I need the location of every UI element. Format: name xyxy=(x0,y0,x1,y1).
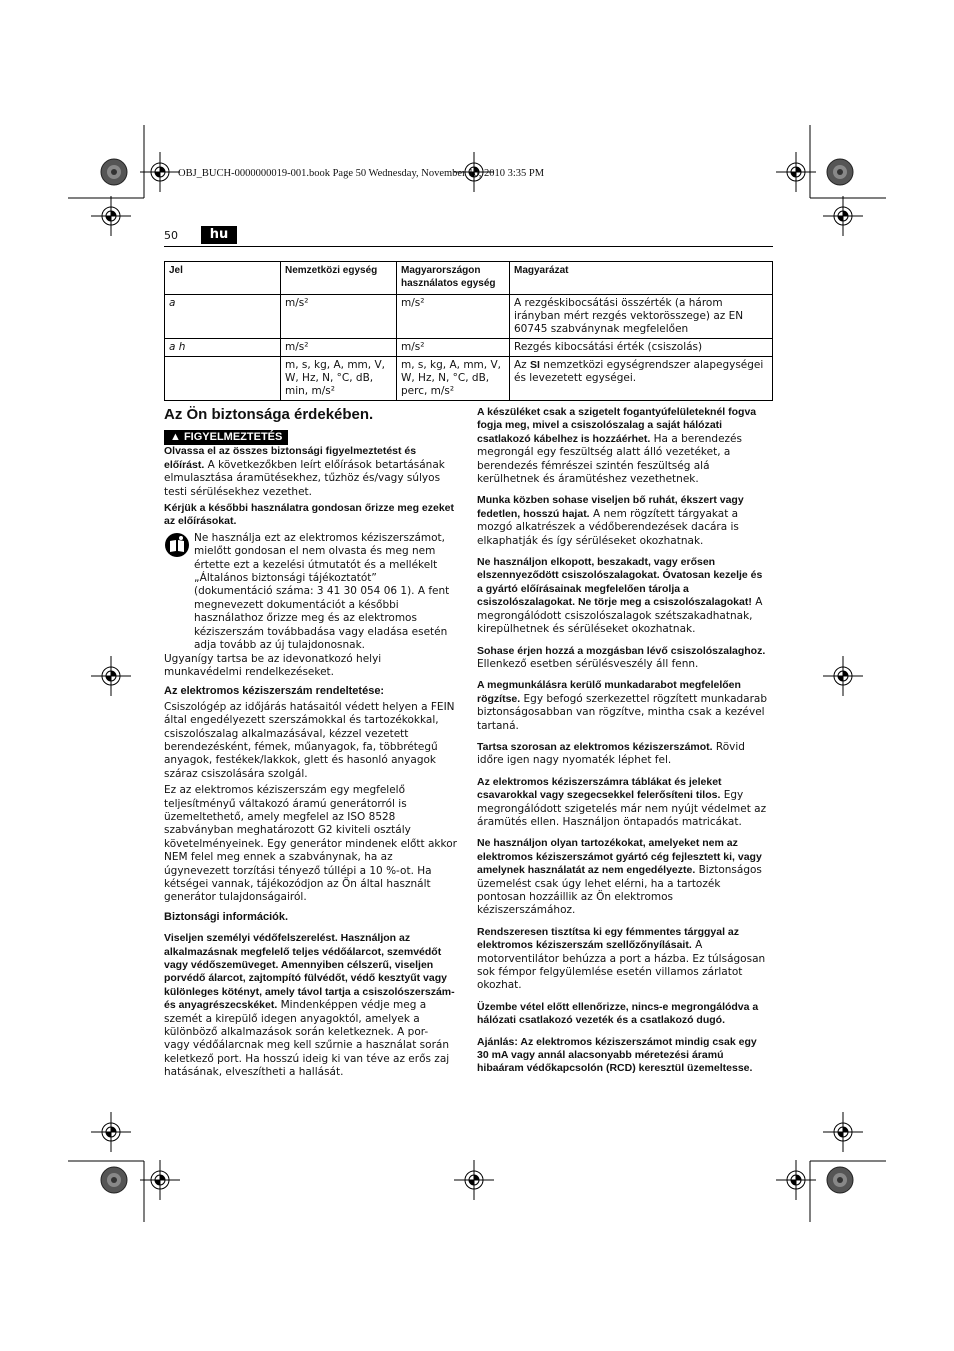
table-row xyxy=(165,339,773,357)
safety-text: A motorventilátor behúzza a port a házba. Ez túlságosan sok fémpor felgyülemlése esetén villamos zárlatot okozhat. xyxy=(477,939,766,992)
purpose-text: Csiszológép az időjárás hatásaitól védett helyen a FEIN által engedélyezett szerszámokkal és tartozékokkal, csiszolószalag alkalmazásával, kézzel vezetett berendezésként, fémek, műanyagok, fa, többrétegű anyagok, festékek/lakkok, glett és hasonló anyagok száraz csiszolására szolgál. xyxy=(164,700,455,780)
purpose-heading: Az elektromos kéziszerszám rendeltetése: xyxy=(164,685,385,698)
warning-triangle-icon: ▲ xyxy=(170,431,184,443)
safety-paragraph xyxy=(477,1001,770,1028)
safety-bold: Rendszeresen tisztítsa ki egy fémmentes tárggyal az elektromos kéziszerszám szellőzőnyílásait. xyxy=(477,925,740,952)
warning-bold: Olvassa el az összes biztonsági figyelmeztetést és előírást. xyxy=(164,445,417,471)
safety-bold: Az elektromos kéziszerszámra táblákat és jeleket csavarokkal vagy szegecsekkel felerősíteni tilos. xyxy=(477,775,722,802)
hu-unit-cell: m/s² xyxy=(397,295,510,339)
description-cell: A rezgéskibocsátási összérték (a három irányban mért rezgés vektorösszege) az EN 60745 szabványnak megfelelően xyxy=(510,295,773,339)
symbol-cell: a xyxy=(165,295,281,339)
description-cell: Rezgés kibocsátási érték (csiszolás) xyxy=(510,339,773,357)
safety-bold: Sohase érjen hozzá a mozgásban lévő csiszolószalaghoz. xyxy=(477,644,766,657)
table-header: Magyarázat xyxy=(510,262,773,295)
safety-text: Egy megrongálódott szigetelés már nem nyújt védelmet az áramütés ellen. Használjon öntapadós matricákat. xyxy=(477,789,767,828)
safety-text: Egy befogó szerkezettel rögzített munkadarab biztonságosabban van rögzítve, mintha csak a kezével tartaná. xyxy=(477,692,768,732)
warning-row xyxy=(164,430,457,445)
section-title: Az Ön biztonsága érdekében. xyxy=(164,406,374,423)
safety-text: Biztonságos üzemelést csak úgy lehet elérni, ha a tartozék pontosan hozzáillik az Ön elektromos kéziszerszámához. xyxy=(477,864,762,917)
manual-notice-text: Ne használja ezt az elektromos kéziszerszámot, mielőtt gondosan el nem olvasta és meg nem értette ezt a kezelési útmutatót és a mellékelt „Általános biztonsági tájékoztatót” (dokumentáció száma: 3 41 30 054 06 1). A fent megnevezett dokumentációt a későbbi használathoz őrizze meg és az elektromos kéziszerszám továbbadása vagy eladása esetén adja tovább az új tulajdonosnak. xyxy=(194,531,450,652)
warning-text: A következőkben leírt előírások betartásának elmulasztása áramütésekhez, tűzhöz és/vagy súlyos testi sérülésekhez vezethet. xyxy=(164,458,445,498)
safety-bold: Üzembe vétel előtt ellenőrizze, nincs-e megrongálódva a hálózati csatlakozó vezeték és a csatlakozó dugó. xyxy=(477,1000,759,1027)
intl-unit-cell: m/s² xyxy=(281,339,397,357)
left-column xyxy=(164,406,457,1083)
manual-notice xyxy=(164,532,457,653)
right-column xyxy=(477,406,770,1084)
safety-paragraph xyxy=(477,926,770,993)
page-number: 50 xyxy=(164,229,178,242)
safety-paragraph xyxy=(477,776,770,830)
table-header-row xyxy=(165,262,773,295)
safety-text: Rövid időre igen nagy nyomaték léphet fel. xyxy=(477,740,745,767)
safety-bold: A megmunkálásra kerülő munkadarabot megfelelően rögzítse. xyxy=(477,679,741,705)
desc-post: nemzetközi egységrendszer alapegységei és levezetett egységei. xyxy=(514,359,764,384)
safety-bold: Munka közben sohase viseljen bő ruhát, ékszert vagy fedetlen, hosszú hajat. xyxy=(477,494,744,520)
description-cell xyxy=(510,357,773,401)
warning-paragraph xyxy=(164,445,457,499)
ppe-bold: Viseljen személyi védőfelszerelést. Használjon az alkalmazásnak megfelelő teljes védőálarcot, szemvédőt vagy védőszemüveget. Amennyiben célszerű, viseljen porvédő álarcot, zajtompító fülvédőt, védő kesztyűt vagy különleges kötényt, amely távol tartja a csiszolószerszám- és anyagrészecskéket. xyxy=(164,932,455,1012)
safety-info-heading: Biztonsági információk. xyxy=(164,910,289,923)
table-row xyxy=(165,357,773,401)
table-header: Nemzetközi egység xyxy=(281,262,397,295)
table-header: Jel xyxy=(165,262,281,295)
safety-bold: Ne használjon elkopott, beszakadt, vagy erősen elszennyeződött csiszolószalagokat. Óvatosan kezelje és a gyártó előírásainak megfelelően tárolja a csiszolószalagokat. Ne törje meg a csiszolószalagokat! xyxy=(477,556,763,609)
safety-paragraph xyxy=(477,679,770,733)
safety-bold: Ajánlás: Az elektromos kéziszerszámot mindig csak egy 30 mA vagy annál alacsonyabb méretezési áramú hibaáram védőkapcsolón (RCD) keresztül üzemeltesse. xyxy=(477,1035,757,1075)
read-manual-icon xyxy=(164,532,190,558)
safety-paragraph xyxy=(477,406,770,486)
table-header: Magyarországon használatos egység xyxy=(397,262,510,295)
safety-text: A megrongálódott csiszolószalagok szétszakadhatnak, kirepülhetnek és sérüléseket okozhatnak. xyxy=(477,596,763,636)
safety-text: Ellenkező esetben sérülésveszély áll fenn. xyxy=(477,657,699,670)
safety-paragraph xyxy=(477,837,770,917)
file-info: OBJ_BUCH-0000000019-001.book Page 50 Wednesday, November 10, 2010 3:35 PM xyxy=(178,168,545,179)
language-badge: hu xyxy=(201,226,237,244)
safety-bold: Ne használjon olyan tartozékokat, amelyeket nem az elektromos kéziszerszámot gyártó cég fejlesztett ki, vagy amelynek használatát az nem engedélyezte. xyxy=(477,837,762,877)
local-rules-text: Ugyanígy tartsa be az idevonatkozó helyi munkavédelmi rendelkezéseket. xyxy=(164,652,382,678)
hu-unit-cell: m, s, kg, A, mm, V, W, Hz, N, °C, dB, perc, m/s² xyxy=(397,357,510,401)
safety-paragraph xyxy=(477,741,770,768)
table-row xyxy=(165,295,773,339)
safety-bold: Tartsa szorosan az elektromos kéziszerszámot. xyxy=(477,740,713,753)
generator-text: Ez az elektromos kéziszerszám egy megfelelő teljesítményű váltakozó áramú generátorról is üzemeltethető, amely megfelel az ISO 8528 szabványban meghatározott G2 kiviteli osztály követelményeinek. Egy generátor mindenek előtt akkor NEM felel meg ennek a szabványnak, ha az úgynevezett torzítási tényező túllépi a 10 %-ot. Ha kétségei vannak, tájékozódjon az Ön által használt generátor tulajdonságairól. xyxy=(164,784,457,904)
warning-badge xyxy=(164,430,288,445)
ppe-text: Mindenképpen védje meg a szemét a kirepülő idegen anyagoktól, amelyek a különböző alkalmazások során keletkeznek. A por- vagy védőálarcnak meg kell szűrnie a használat során keletkező port. Ha hosszú ideig ki van téve az erős zaj hatásának, elveszítheti a hallását. xyxy=(164,999,450,1079)
symbol-cell: a h xyxy=(165,339,281,357)
safety-paragraph xyxy=(477,645,770,672)
desc-pre: Az xyxy=(514,359,531,371)
safety-text: Ha a berendezés megrongál egy feszültség alatt álló vezetéket, a berendezés fémrészei szintén feszültség alá kerülhetnek és áramütéshez vezethetnek. xyxy=(477,432,742,486)
warning-badge-label: FIGYELMEZTETÉS xyxy=(183,431,283,443)
safety-bold: A készüléket csak a szigetelt fogantyúfelületeknél fogva fogja meg, mivel a csiszolószalag a saját hálózati csatlakozó kábelhez is hozzáérhet. xyxy=(477,406,757,445)
si-abbrev: SI xyxy=(530,359,540,371)
intl-unit-cell: m/s² xyxy=(281,295,397,339)
intl-unit-cell: m, s, kg, A, mm, V, W, Hz, N, °C, dB, min, m/s² xyxy=(281,357,397,401)
symbol-cell xyxy=(165,357,281,401)
safety-text: A nem rögzített tárgyakat a mozgó alkatrészek a védőberendezések dacára is elkaphatják és így sérüléseket okozhatnak. xyxy=(477,507,739,547)
keep-instructions: Kérjük a későbbi használatra gondosan őrizze meg ezeket az előírásokat. xyxy=(164,502,455,528)
header-rule xyxy=(164,246,773,247)
hu-unit-cell: m/s² xyxy=(397,339,510,357)
safety-paragraph xyxy=(477,1036,770,1076)
units-table xyxy=(164,261,773,401)
safety-paragraph xyxy=(477,494,770,548)
ppe-paragraph xyxy=(164,932,457,1079)
safety-paragraph xyxy=(477,556,770,636)
